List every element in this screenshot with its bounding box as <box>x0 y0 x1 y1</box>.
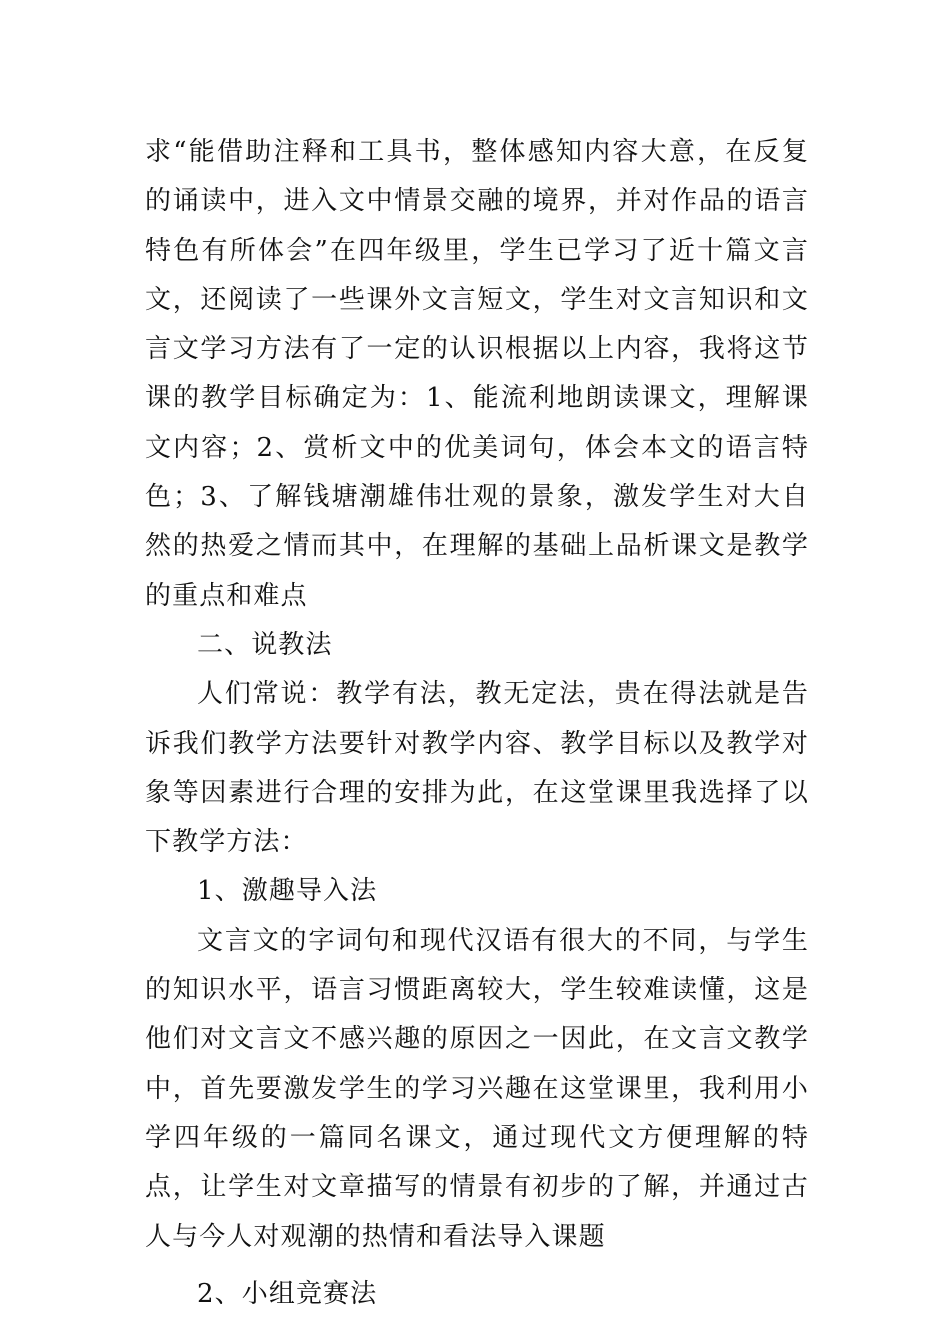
paragraph-method-1-description: 文言文的字词句和现代汉语有很大的不同，与学生的知识水平，语言习惯距离较大，学生较难读懂，这是他们对文言文不感兴趣的原因之一因此，在文言文教学中，首先要激发学生的学习兴趣在这堂课里，我利用小学四年级的一篇同名课文，通过现代文方便理解的特点，让学生对文章描写的情景有初步的了解，并通过古人与今人对观潮的热情和看法导入课题 <box>145 925 809 1252</box>
paragraph-method-intro: 人们常说：教学有法，教无定法，贵在得法就是告诉我们教学方法要针对教学内容、教学目标以及教学对象等因素进行合理的安排为此，在这堂课里我选择了以下教学方法： <box>145 679 809 858</box>
subheading-method-1: 1、激趣导入法 <box>197 876 378 907</box>
document-body <box>145 128 809 1319</box>
subheading-method-2: 2、小组竞赛法 <box>197 1278 378 1309</box>
paragraph-teaching-goals: 求“能借助注释和工具书，整体感知内容大意，在反复的诵读中，进入文中情景交融的境界，并对作品的语言特色有所体会”在四年级里，学生已学习了近十篇文言文，还阅读了一些课外文言短文，学生对文言知识和文言文学习方法有了一定的认识根据以上内容，我将这节课的教学目标确定为：1、能流利地朗读课文，理解课文内容；2、赏析文中的优美词句，体会本文的语言特色；3、了解钱塘潮雄伟壮观的景象，激发学生对大自然的热爱之情而其中，在理解的基础上品析课文是教学的重点和难点 <box>145 137 809 611</box>
section-heading-teaching-methods: 二、说教法 <box>197 629 333 660</box>
